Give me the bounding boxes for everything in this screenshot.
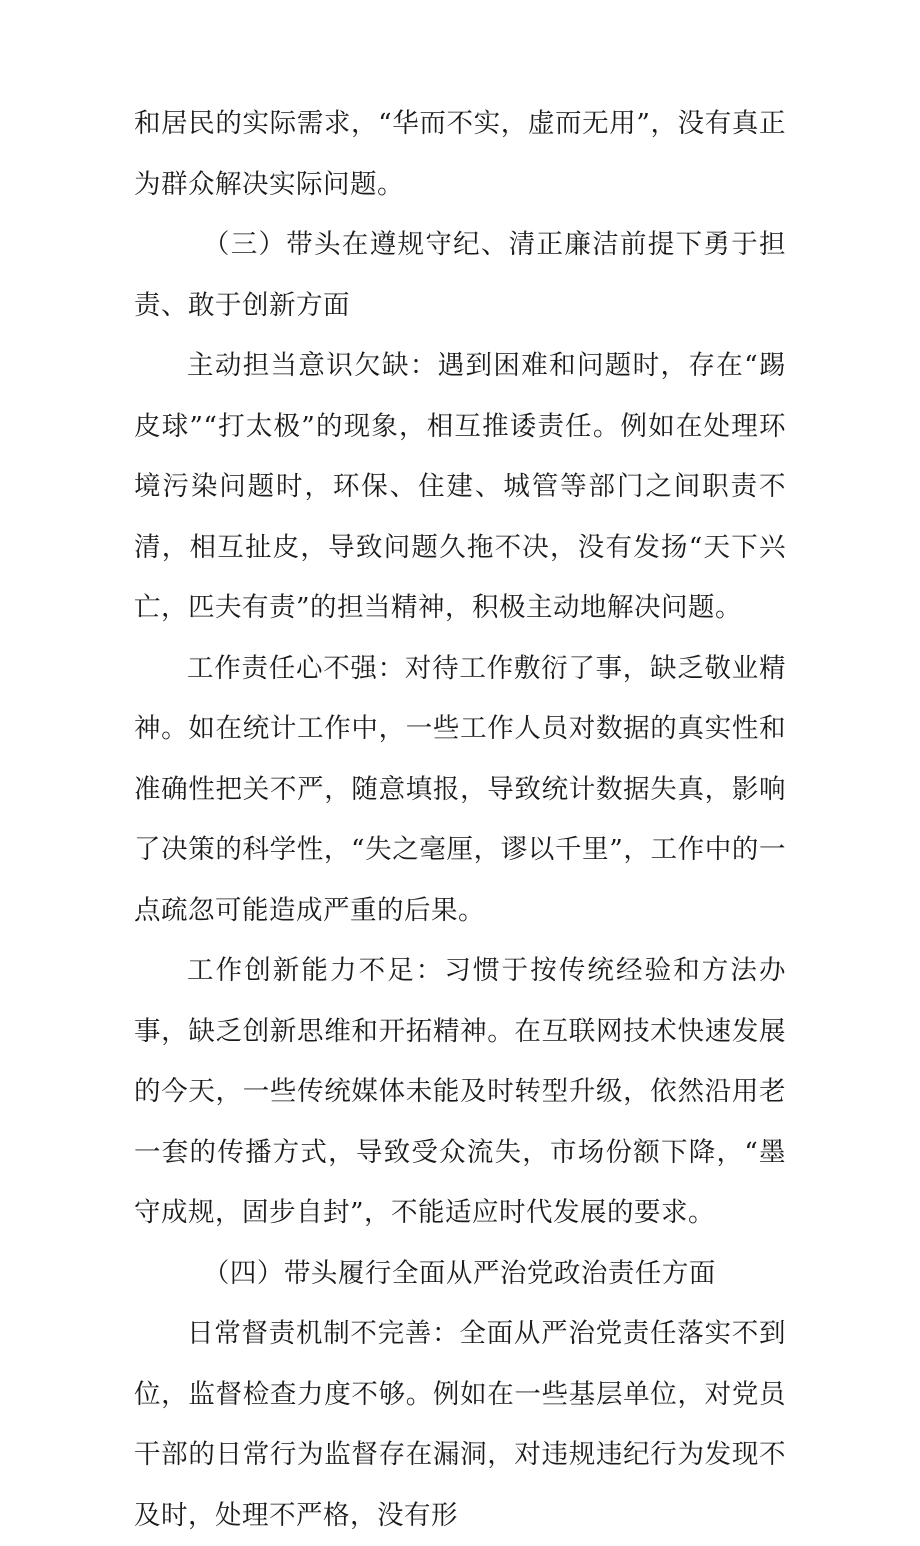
continued-paragraph: 和居民的实际需求，“华而不实，虚而无用”，没有真正为群众解决实际问题。 (134, 108, 786, 200)
paragraph-supervision-mechanism: 日常督责机制不完善：全面从严治党责任落实不到位，监督检查力度不够。例如在一些基层单位，对党员干部的日常行为监督存在漏洞，对违规违纪行为发现不及时，处理不严格，没有形 (134, 1318, 786, 1531)
section-heading-three: （三）带头在遵规守纪、清正廉洁前提下勇于担责、敢于创新方面 (134, 229, 786, 321)
paragraph-innovation-ability: 工作创新能力不足：习惯于按传统经验和方法办事，缺乏创新思维和开拓精神。在互联网技术快速发展的今天，一些传统媒体未能及时转型升级，依然沿用老一套的传播方式，导致受众流失，市场份额下降，“墨守成规，固步自封”，不能适应时代发展的要求。 (134, 955, 786, 1228)
section-heading-four: （四）带头履行全面从严治党政治责任方面 (202, 1257, 716, 1289)
paragraph-responsibility-awareness: 主动担当意识欠缺：遇到困难和问题时，存在“踢皮球”“打太极”的现象，相互推诿责任。例如在处理环境污染问题时，环保、住建、城管等部门之间职责不清，相互扯皮，导致问题久拖不决，没有发扬“天下兴亡，匹夫有责”的担当精神，积极主动地解决问题。 (134, 350, 786, 623)
document-body (134, 94, 786, 1546)
paragraph-work-responsibility: 工作责任心不强：对待工作敷衍了事，缺乏敬业精神。如在统计工作中，一些工作人员对数据的真实性和准确性把关不严，随意填报，导致统计数据失真，影响了决策的科学性，“失之毫厘，谬以千里”，工作中的一点疏忽可能造成严重的后果。 (134, 652, 786, 926)
